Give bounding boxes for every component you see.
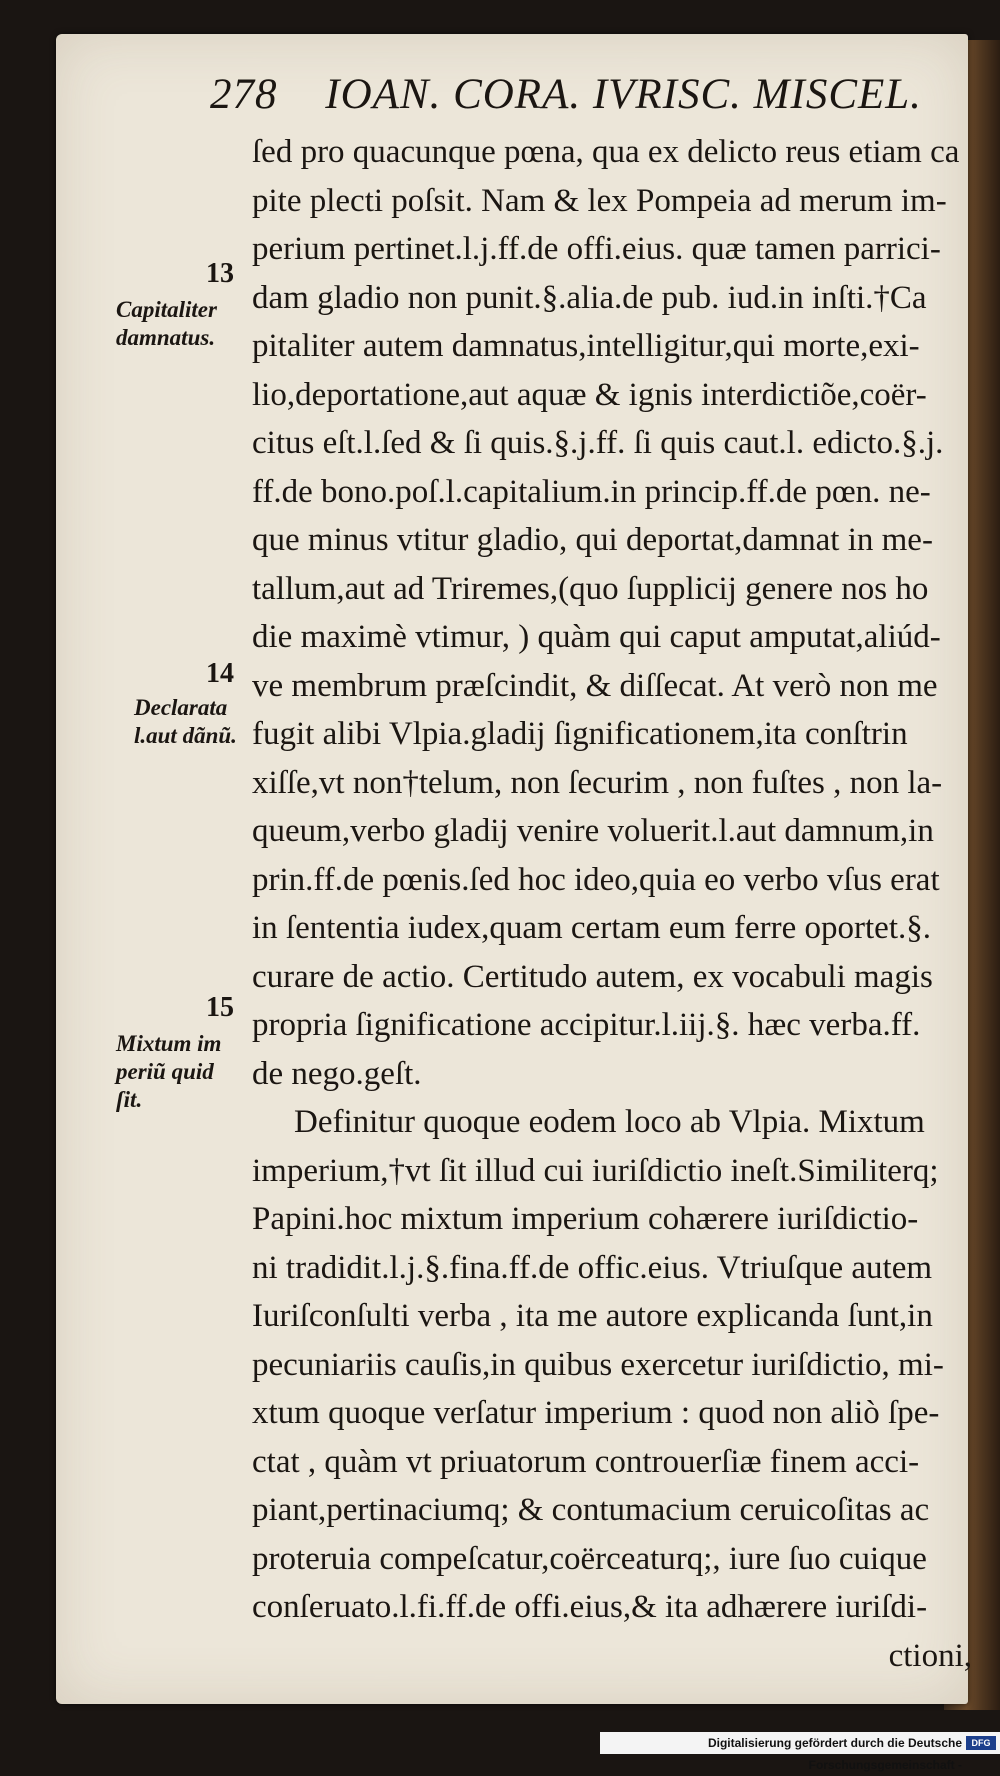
margin-note-line: ſit.: [116, 1087, 143, 1112]
digitization-footer: [600, 1732, 1000, 1772]
text-line: imperium,†vt ſit illud cui iuriſdictio ineſt.Similiterq;: [252, 1152, 939, 1189]
text-line: piant,pertinaciumq; & contumacium ceruicoſitas ac: [252, 1492, 930, 1528]
text-line: ſed pro quacunque pœna, qua ex delicto reus etiam ca: [252, 134, 960, 170]
text-line: dam gladio non punit.§.alia.de pub. iud.in inſti.†Ca: [252, 279, 927, 316]
margin-number-15: 15: [206, 992, 234, 1023]
margin-note-mixtum: [116, 1030, 221, 1114]
dfg-logo: DFG: [966, 1736, 996, 1750]
text-line: pitaliter autem damnatus,intelligitur,qui morte,exi-: [252, 328, 920, 364]
text-line: que minus vtitur gladio, qui deportat,damnat in me-: [252, 522, 933, 558]
text-line: die maximè vtimur, ) quàm qui caput amputat,aliúd-: [252, 619, 941, 655]
text-line: proteruia compeſcatur,coërceaturq;, iure ſuo cuique: [252, 1540, 927, 1577]
text-line: citus eſt.l.ſed & ſi quis.§.j.ff. ſi quis caut.l. edicto.§.j.: [252, 425, 944, 461]
page-number: 278: [210, 71, 278, 118]
margin-note-line: periũ quid: [116, 1059, 214, 1084]
margin-number-13: 13: [206, 258, 234, 289]
text-line: Papini.hoc mixtum imperium cohærere iuriſdictio-: [252, 1201, 919, 1237]
footer-text: Digitalisierung gefördert durch die Deutsche Forschungsgemeinschaft -: [707, 1736, 962, 1772]
margin-note-capitaliter: [116, 296, 217, 352]
margin-note-line: damnatus.: [116, 325, 216, 350]
text-line: xtum quoque verſatur imperium : quod non aliò ſpe-: [252, 1395, 940, 1431]
text-line: in ſententia iudex,quam certam eum ferre oportet.§.: [252, 910, 931, 946]
text-line: tallum,aut ad Triremes,(quo ſupplicij genere nos ho: [252, 570, 929, 607]
text-line: ni tradidit.l.j.§.fina.ff.de offic.eius. Vtriuſque autem: [252, 1249, 933, 1286]
text-line: Iuriſconſulti verba , ita me autore explicanda ſunt,in: [252, 1298, 933, 1334]
text-line: conſeruato.l.fi.ff.de offi.eius,& ita adhærere iuriſdi-: [252, 1589, 928, 1625]
text-line: perium pertinet.l.j.ff.de offi.eius. quæ tamen parrici-: [252, 231, 941, 267]
text-line: pecuniariis cauſis,in quibus exercetur iuriſdictio, mi-: [252, 1346, 944, 1383]
text-line: ctat , quàm vt priuatorum controuerſiæ finem acci-: [252, 1443, 920, 1480]
margin-number-14: 14: [206, 658, 234, 689]
margin-note-declarata: [134, 694, 237, 750]
running-header: [210, 70, 922, 130]
margin-note-line: Declarata: [134, 695, 228, 720]
text-line: de nego.geſt.: [252, 1055, 422, 1092]
margin-note-line: Mixtum im: [116, 1031, 222, 1056]
margin-note-line: l.aut dãnũ.: [134, 723, 237, 748]
text-line: propria ſignificatione accipitur.l.iij.§. hæc verba.ff.: [252, 1007, 921, 1043]
running-title: IOAN. CORA. IVRISC. MISCEL.: [325, 71, 922, 118]
text-line: prin.ff.de pœnis.ſed hoc ideo,quia eo verbo vſus erat: [252, 861, 940, 898]
text-line: lio,deportatione,aut aquæ & ignis interdictiõe,coër-: [252, 376, 927, 413]
text-line: fugit alibi Vlpia.gladij ſignificationem,ita conſtrin: [252, 716, 908, 752]
text-line: pite plecti poſsit. Nam & lex Pompeia ad merum im-: [252, 182, 947, 219]
text-line: ff.de bono.poſ.l.capitalium.in princip.ff.de pœn. ne-: [252, 473, 931, 510]
text-line: Definitur quoque eodem loco ab Vlpia. Mixtum: [294, 1104, 925, 1140]
text-line: xiſſe,vt non†telum, non ſecurim , non fuſtes , non la-: [252, 764, 943, 801]
text-line: queum,verbo gladij venire voluerit.l.aut damnum,in: [252, 813, 934, 849]
body-text: [252, 128, 972, 1680]
text-line: ctioni,: [888, 1637, 972, 1674]
text-line: curare de actio. Certitudo autem, ex vocabuli magis: [252, 958, 933, 995]
text-line: ve membrum præſcindit, & diſſecat. At verò non me: [252, 667, 938, 704]
margin-note-line: Capitaliter: [116, 297, 217, 322]
